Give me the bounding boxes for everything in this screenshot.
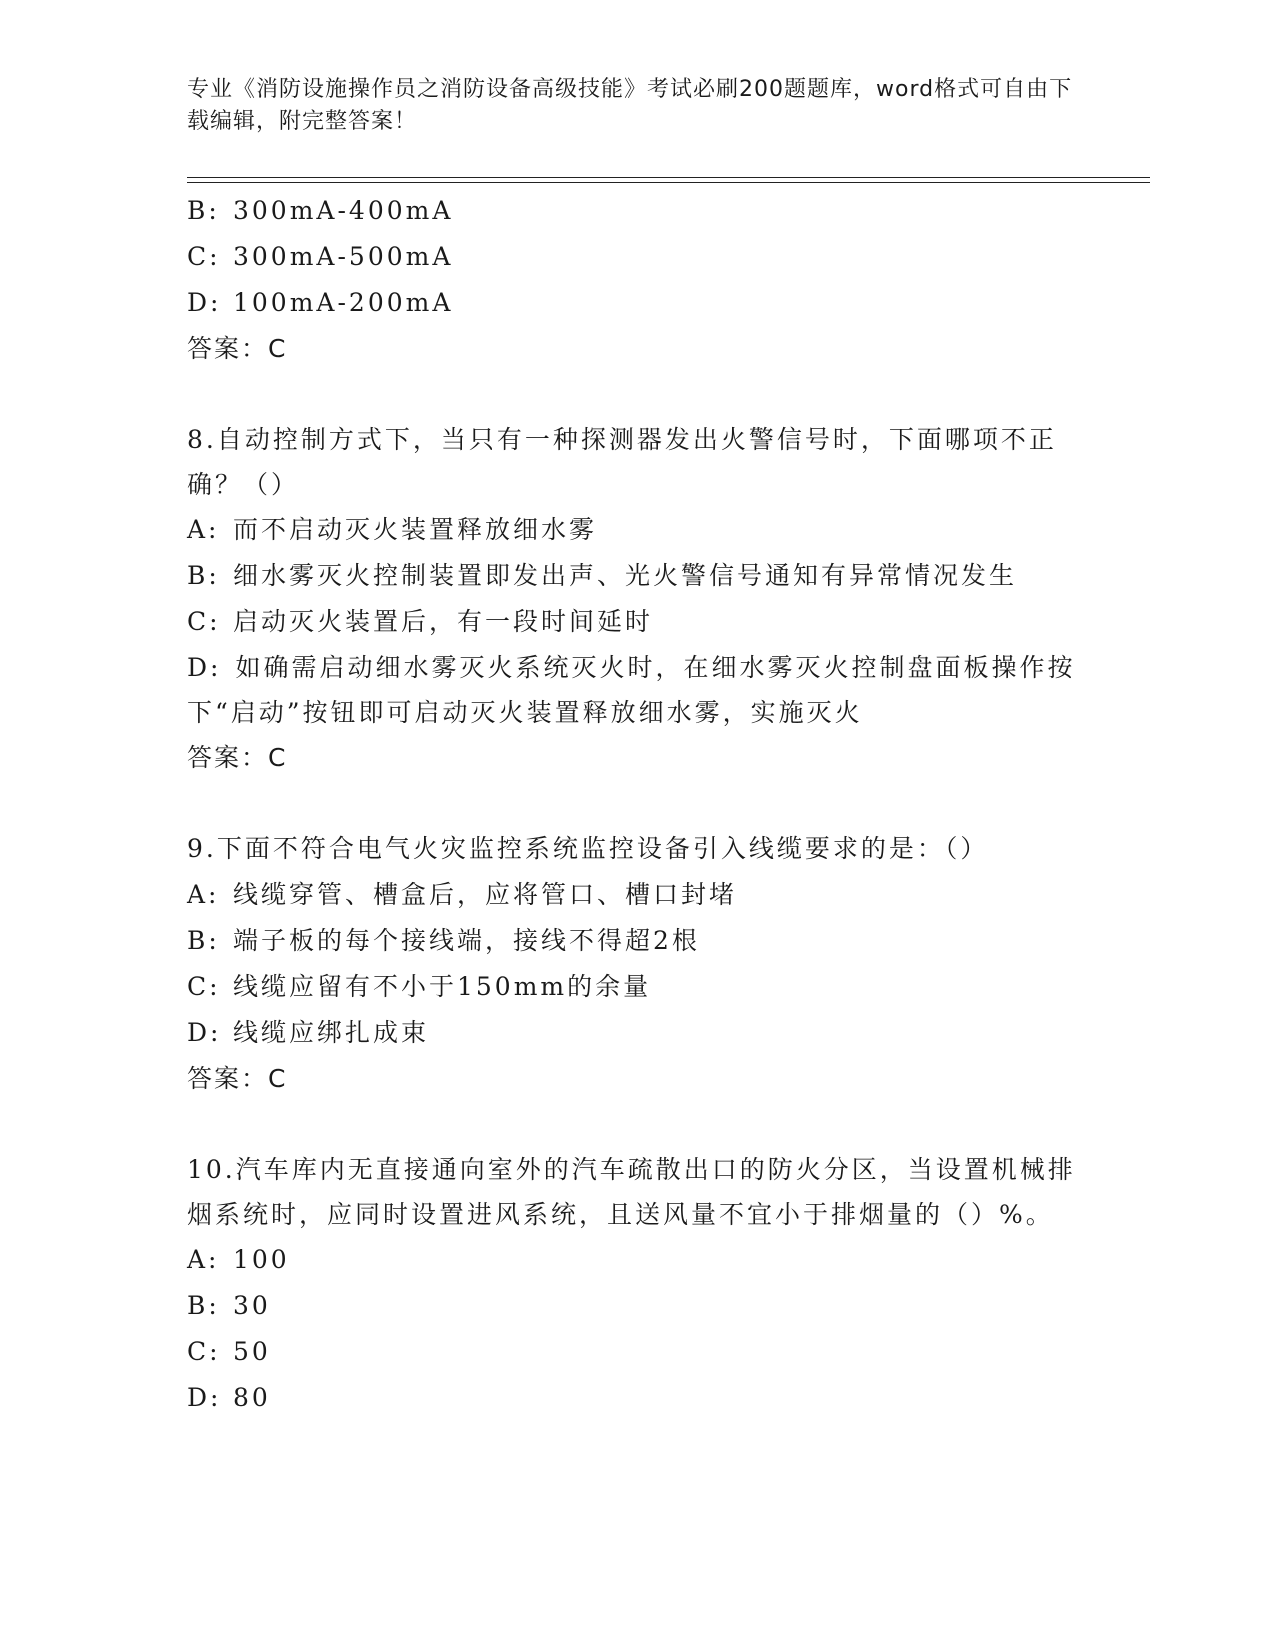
spacer (187, 1102, 1077, 1147)
option-b: B: 端子板的每个接线端，接线不得超2根 (187, 926, 700, 955)
header-rule-bottom (187, 182, 1150, 183)
question-8 (187, 417, 1077, 781)
document-header (187, 74, 1087, 138)
question-text: 8.自动控制方式下，当只有一种探测器发出火警信号时，下面哪项不正确？（） (187, 425, 1057, 499)
option-c: C: 线缆应留有不小于150mm的余量 (187, 972, 652, 1001)
option-b: B: 30 (187, 1291, 271, 1320)
question-10 (187, 1147, 1077, 1421)
option-a: A: 100 (187, 1245, 290, 1274)
header-text: 专业《消防设施操作员之消防设备高级技能》考试必刷200题题库，word格式可自由下载编辑，附完整答案！ (187, 77, 1073, 134)
question-text: 10.汽车库内无直接通向室外的汽车疏散出口的防火分区，当设置机械排烟系统时，应同时设置进风系统，且送风量不宜小于排烟量的（）%。 (187, 1155, 1076, 1229)
answer: 答案：C (187, 334, 288, 363)
option-b: B: 细水雾灭火控制装置即发出声、光火警信号通知有异常情况发生 (187, 561, 1018, 590)
option-c: C: 启动灭火装置后，有一段时间延时 (187, 607, 654, 636)
answer: 答案：C (187, 743, 288, 772)
option-d: D: 如确需启动细水雾灭火系统灭火时，在细水雾灭火控制盘面板操作按下“启动”按钮即可启动灭火装置释放细水雾，实施灭火 (187, 653, 1076, 727)
question-9 (187, 826, 1077, 1102)
spacer (187, 781, 1077, 826)
option-c: C: 300mA-500mA (187, 242, 454, 271)
question-list (187, 188, 1077, 1421)
option-a: A: 线缆穿管、槽盒后，应将管口、槽口封堵 (187, 880, 738, 909)
question-7 (187, 188, 1077, 372)
option-d: D: 80 (187, 1383, 271, 1412)
option-c: C: 50 (187, 1337, 271, 1366)
option-a: A: 而不启动灭火装置释放细水雾 (187, 515, 598, 544)
answer: 答案：C (187, 1064, 288, 1093)
option-d: D: 100mA-200mA (187, 288, 454, 317)
question-text: 9.下面不符合电气火灾监控系统监控设备引入线缆要求的是：（） (187, 834, 989, 863)
option-b: B: 300mA-400mA (187, 196, 454, 225)
spacer (187, 372, 1077, 417)
option-d: D: 线缆应绑扎成束 (187, 1018, 430, 1047)
header-rule-top (187, 177, 1150, 178)
